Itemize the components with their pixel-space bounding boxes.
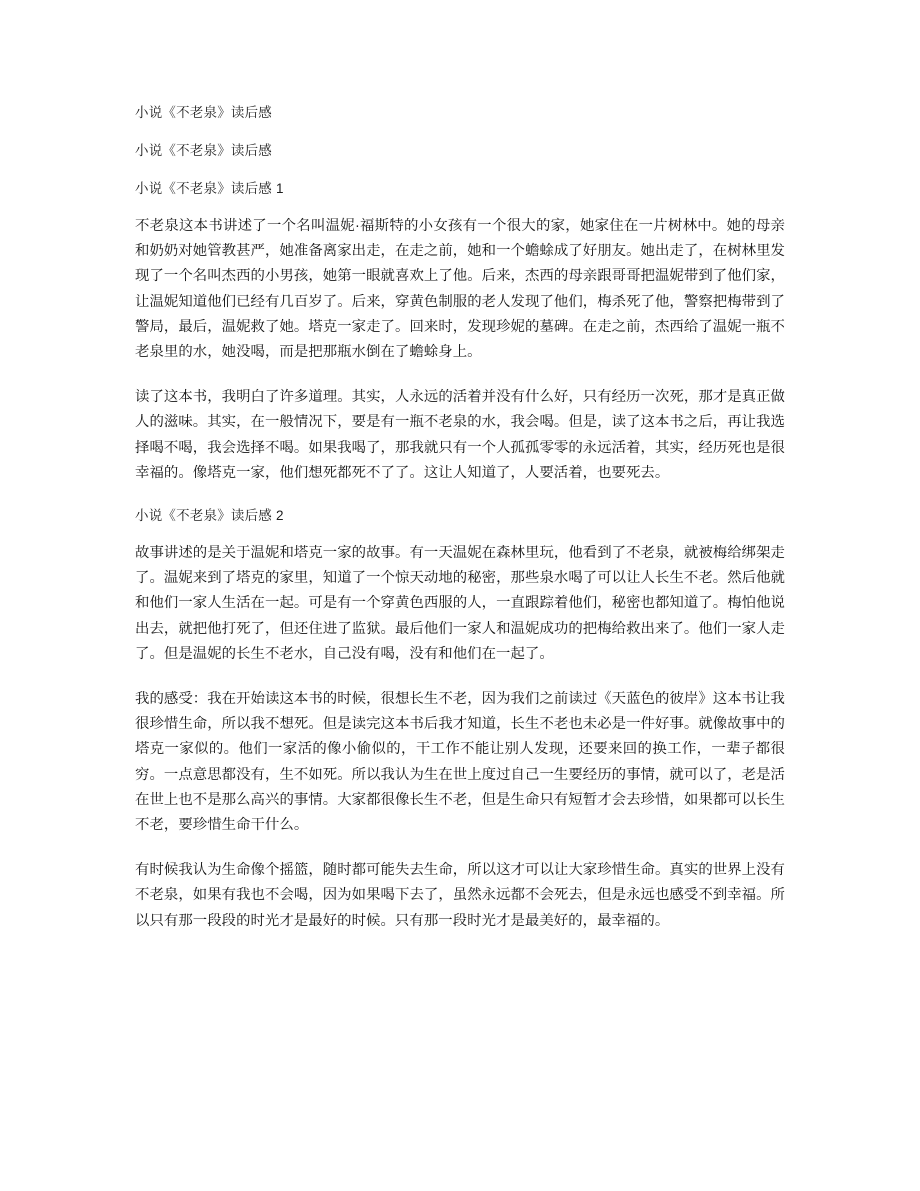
paragraph: 有时候我认为生命像个摇篮，随时都可能失去生命，所以这才可以让大家珍惜生命。真实的世界上没有不老泉，如果有我也不会喝，因为如果喝下去了，虽然永远都不会死去，但是永远也感受不到幸福。所以只有那一段段的时光才是最好的时候。只有那一段时光才是最美好的，最幸福的。 xyxy=(135,862,785,929)
section-heading-2: 小说《不老泉》读后感 2 xyxy=(135,508,284,524)
paragraph: 我的感受：我在开始读这本书的时候，很想长生不老，因为我们之前读过《天蓝色的彼岸》这本书让我很珍惜生命，所以我不想死。但是读完这本书后我才知道，长生不老也未必是一件好事。就像故事中的塔克一家似的。他们一家活的像小偷似的，干工作不能让别人发现，还要来回的换工作，一辈子都很穷。一点意思都没有，生不如死。所以我认为生在世上度过自己一生要经历的事情，就可以了，老是活在世上也不是那么高兴的事情。大家都很像长生不老，但是生命只有短暂才会去珍惜，如果都可以长生不老，要珍惜生命干什么。 xyxy=(135,691,785,834)
paragraph: 不老泉这本书讲述了一个名叫温妮·福斯特的小女孩有一个很大的家，她家住在一片树林中。她的母亲和奶奶对她管教甚严，她准备离家出走，在走之前，她和一个蟾蜍成了好朋友。她出走了，在树林里发现了一个名叫杰西的小男孩，她第一眼就喜欢上了他。后来，杰西的母亲跟哥哥把温妮带到了他们家，让温妮知道他们已经有几百岁了。后来，穿黄色制服的老人发现了他们，梅杀死了他，警察把梅带到了警局，最后，温妮救了她。塔克一家走了。回来时，发现珍妮的墓碑。在走之前，杰西给了温妮一瓶不老泉里的水，她没喝，而是把那瓶水倒在了蟾蜍身上。 xyxy=(135,218,785,361)
paragraph: 故事讲述的是关于温妮和塔克一家的故事。有一天温妮在森林里玩，他看到了不老泉，就被梅给绑架走了。温妮来到了塔克的家里，知道了一个惊天动地的秘密，那些泉水喝了可以让人长生不老。然后他就和他们一家人生活在一起。可是有一个穿黄色西服的人，一直跟踪着他们，秘密也都知道了。梅怕他说出去，就把他打死了，但还住进了监狱。最后他们一家人和温妮成功的把梅给救出来了。他们一家人走了。但是温妮的长生不老水，自己没有喝，没有和他们在一起了。 xyxy=(135,545,785,662)
document-subtitle: 小说《不老泉》读后感 xyxy=(135,143,272,158)
document-body xyxy=(135,103,785,934)
section-heading-1: 小说《不老泉》读后感 1 xyxy=(135,181,284,196)
page-title: 小说《不老泉》读后感 xyxy=(135,105,272,120)
paragraph: 读了这本书，我明白了许多道理。其实，人永远的活着并没有什么好，只有经历一次死，那才是真正做人的滋味。其实，在一般情况下，要是有一瓶不老泉的水，我会喝。但是，读了这本书之后，再让我选择喝不喝，我会选择不喝。如果我喝了，那我就只有一个人孤孤零零的永远活着，其实，经历死也是很幸福的。像塔克一家，他们想死都死不了了。这让人知道了，人要活着，也要死去。 xyxy=(135,389,785,481)
